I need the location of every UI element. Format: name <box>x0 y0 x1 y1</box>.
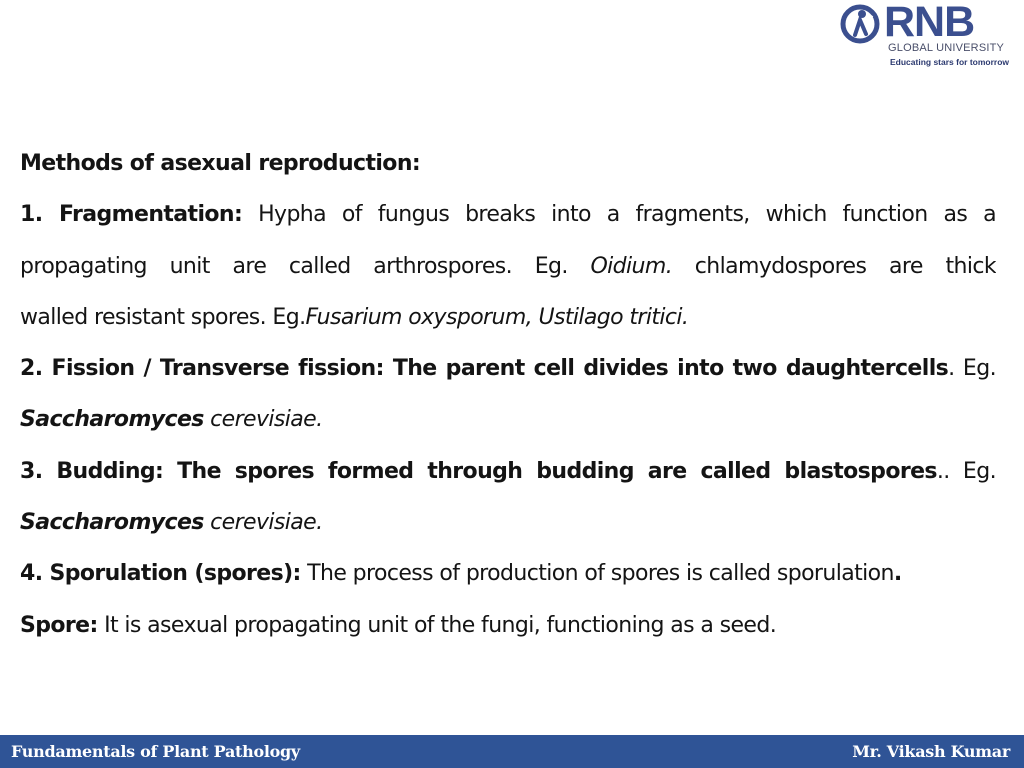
budding-species: cerevisiae. <box>210 510 323 536</box>
fragmentation-text-a: Hypha of fungus breaks into a fragments, which function as a <box>258 202 996 228</box>
fragmentation-text-c: chlamydospores are thick <box>694 253 996 279</box>
slide-body <box>20 138 996 651</box>
fragmentation-text-d: walled resistant spores. Eg. <box>20 304 306 330</box>
fragmentation-example-a: Oidium. <box>590 253 673 279</box>
fragmentation-text-b: propagating unit are called arthrospores. Eg. <box>20 253 568 279</box>
footer-author: Mr. Vikash Kumar <box>852 742 1010 761</box>
footer-course-title: Fundamentals of Plant Pathology <box>11 742 300 761</box>
spore-text: It is asexual propagating unit of the fungi, functioning as a seed. <box>104 612 777 638</box>
fission-label: 2. Fission / Transverse fission: The parent cell divides into two daughtercells <box>20 356 949 382</box>
slide-heading: Methods of asexual reproduction: <box>20 151 421 176</box>
fragmentation-example-b: Fusarium oxysporum, Ustilago tritici. <box>305 304 689 330</box>
item-sporulation <box>20 548 996 599</box>
spore-definition <box>20 600 996 651</box>
logo-tagline: Educating stars for tomorrow <box>890 57 1010 67</box>
item-fission-line-2 <box>20 394 996 445</box>
sporulation-text: The process of production of spores is called sporulation <box>307 561 894 587</box>
budding-genus: Saccharomyces <box>20 510 204 536</box>
item-fragmentation-line-3 <box>20 292 996 343</box>
item-fragmentation-line-2 <box>20 241 996 292</box>
fission-suffix: . Eg. <box>948 356 996 382</box>
fragmentation-label: 1. Fragmentation: <box>20 202 243 228</box>
item-budding-line-1 <box>20 446 996 497</box>
budding-suffix: .. Eg. <box>936 458 996 484</box>
item-fragmentation-line-1 <box>20 189 996 240</box>
university-logo <box>834 0 1024 75</box>
logo-emblem-icon <box>838 2 882 46</box>
fission-species: cerevisiae. <box>210 407 323 433</box>
budding-label: 3. Budding: The spores formed through budding are called blastospores <box>20 458 937 484</box>
footer-bar <box>0 735 1024 768</box>
sporulation-label: 4. Sporulation (spores): <box>20 561 301 587</box>
logo-subtitle: GLOBAL UNIVERSITY <box>888 42 1005 54</box>
fission-genus: Saccharomyces <box>20 407 204 433</box>
spore-label: Spore: <box>20 612 98 638</box>
logo-wordmark: RNB <box>884 0 975 46</box>
item-budding-line-2 <box>20 497 996 548</box>
item-fission-line-1 <box>20 343 996 394</box>
sporulation-end: . <box>893 561 902 587</box>
